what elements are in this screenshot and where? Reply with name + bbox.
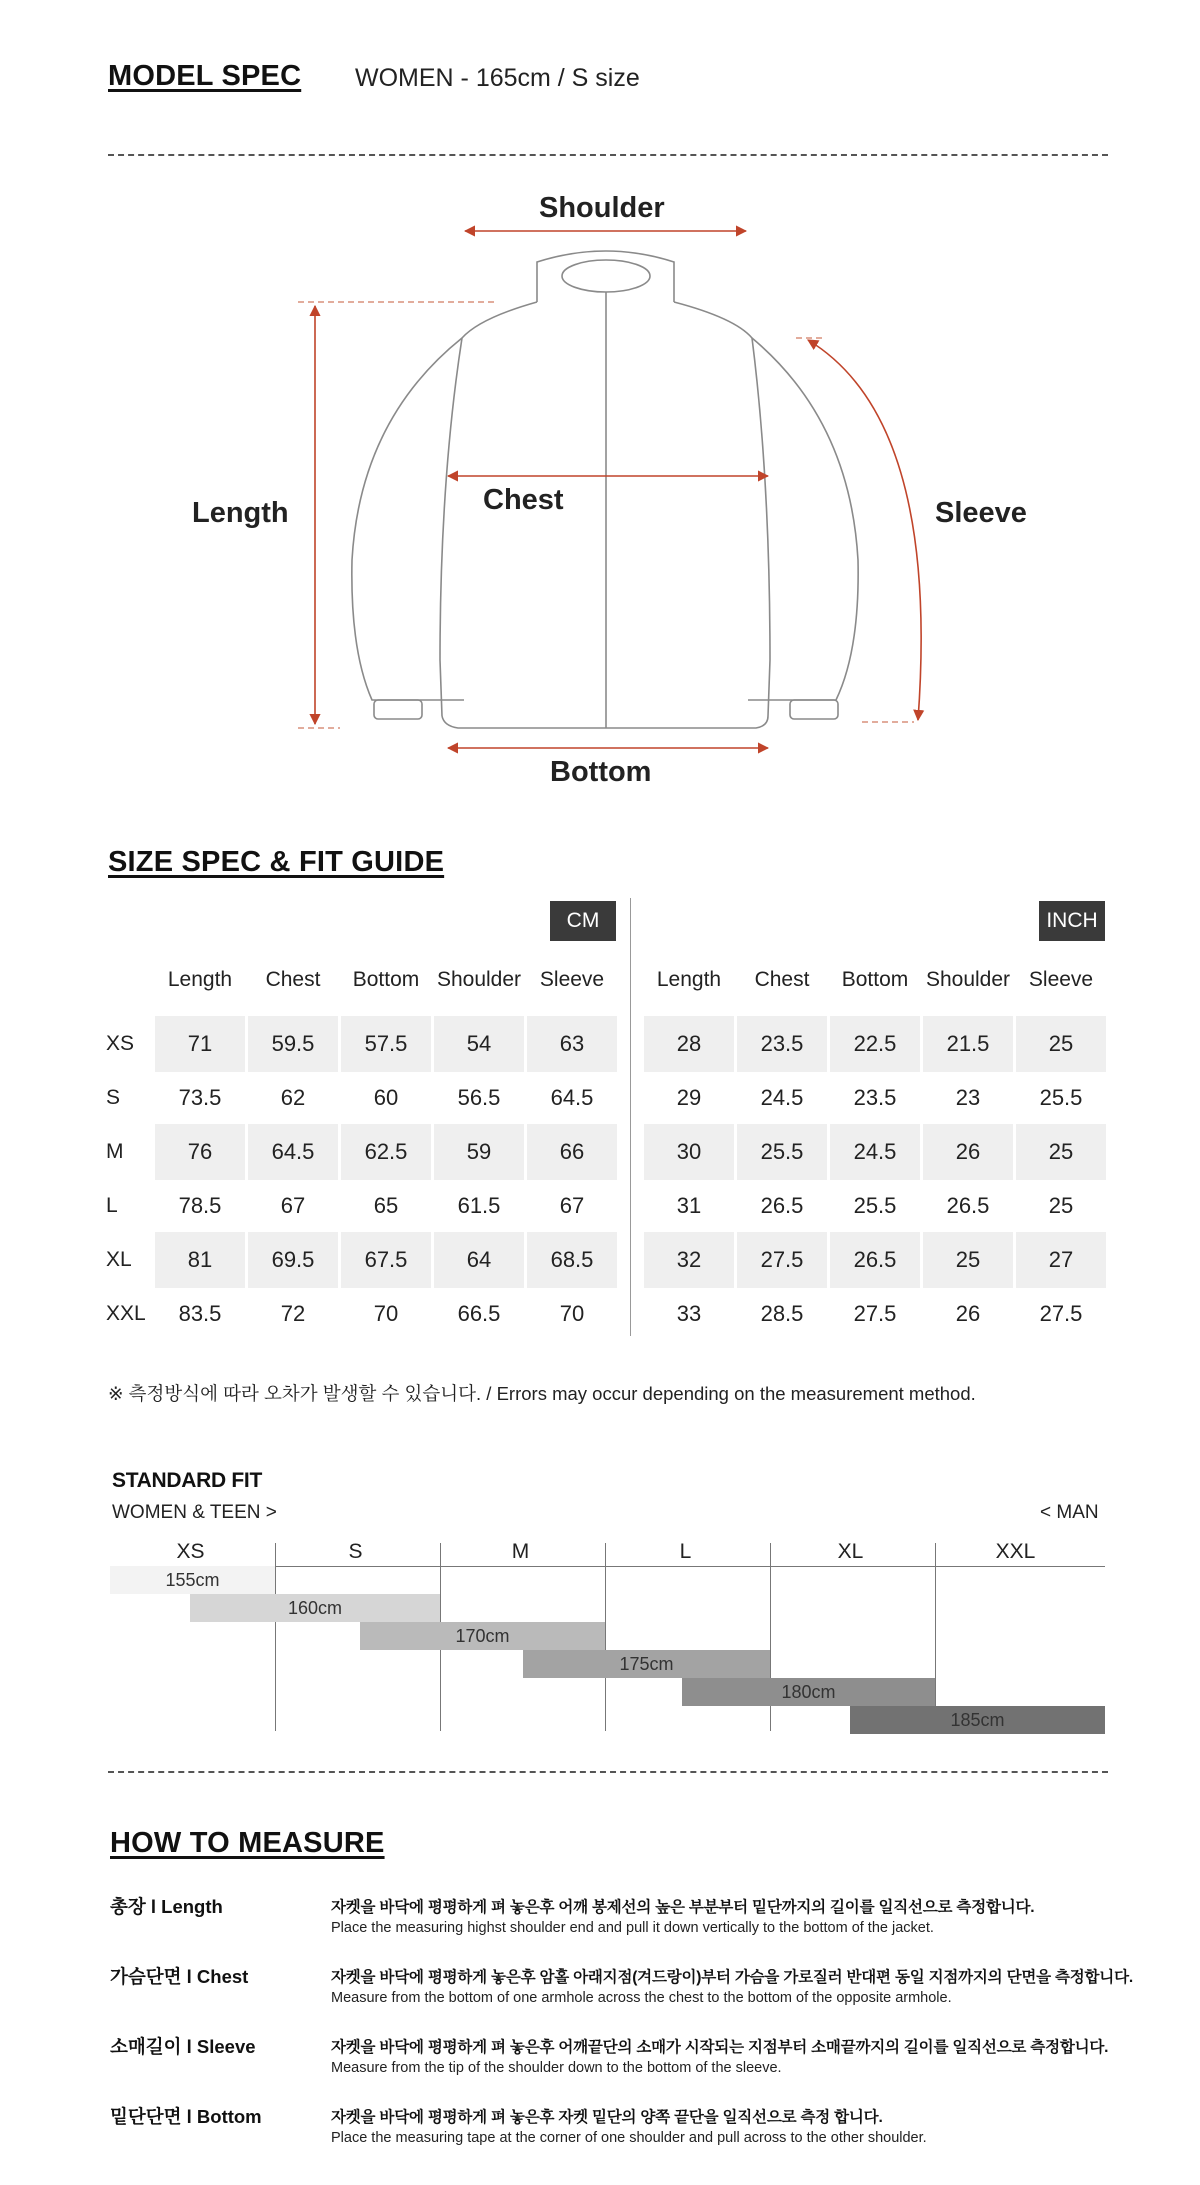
inch-cell: 28 bbox=[644, 1016, 734, 1072]
cm-cell: 73.5 bbox=[178, 1085, 222, 1110]
measure-desc-ko: 자켓을 바닥에 평평하게 펴 놓은후 자켓 밑단의 양쪽 끝단을 일직선으로 측정 합니다. bbox=[331, 2109, 883, 2126]
cm-cell: 72 bbox=[280, 1301, 306, 1326]
model-spec-title: MODEL SPEC bbox=[108, 60, 302, 92]
size-row-label-m: M bbox=[106, 1140, 124, 1163]
cm-cell: 54 bbox=[434, 1016, 524, 1072]
inch-cell: 23 bbox=[955, 1085, 981, 1110]
cm-header-length: Length bbox=[167, 968, 233, 991]
cm-header-chest: Chest bbox=[265, 968, 321, 991]
fit-grid-line bbox=[605, 1543, 606, 1731]
inch-cell: 28.5 bbox=[760, 1301, 804, 1326]
jacket-diagram bbox=[0, 0, 1200, 800]
cm-cell: 68.5 bbox=[527, 1232, 617, 1288]
inch-cell: 29 bbox=[676, 1085, 702, 1110]
inch-cell: 27.5 bbox=[1039, 1301, 1083, 1326]
diagram-label-length: Length bbox=[192, 497, 289, 529]
cm-cell: 57.5 bbox=[341, 1016, 431, 1072]
diagram-label-chest: Chest bbox=[483, 484, 564, 516]
inch-header-length: Length bbox=[656, 968, 722, 991]
fit-bar-175: 175cm bbox=[523, 1650, 770, 1678]
measure-desc-en: Measure from the bottom of one armhole across the chest to the bottom of the opposite armhole. bbox=[331, 1990, 952, 2006]
fit-size-m: M bbox=[511, 1540, 530, 1563]
cm-cell: 63 bbox=[527, 1016, 617, 1072]
fit-size-s: S bbox=[348, 1540, 363, 1563]
cm-cell: 67.5 bbox=[341, 1232, 431, 1288]
size-row-label-l: L bbox=[106, 1194, 118, 1217]
cm-header-sleeve: Sleeve bbox=[539, 968, 605, 991]
cm-cell: 76 bbox=[155, 1124, 245, 1180]
size-row-label-xxl: XXL bbox=[106, 1302, 146, 1325]
inch-cell: 33 bbox=[676, 1301, 702, 1326]
inch-cell: 30 bbox=[644, 1124, 734, 1180]
cm-cell: 70 bbox=[373, 1301, 399, 1326]
fit-bar-180: 180cm bbox=[682, 1678, 935, 1706]
diagram-label-bottom: Bottom bbox=[550, 756, 652, 788]
inch-cell: 32 bbox=[644, 1232, 734, 1288]
diagram-label-sleeve: Sleeve bbox=[935, 497, 1027, 529]
measure-desc-ko: 자켓을 바닥에 평평하게 펴 놓은후 어깨끝단의 소매가 시작되는 지점부터 소매끝까지의 길이를 일직선으로 측정합니다. bbox=[331, 2039, 1109, 2056]
measure-title-bottom: 밑단단면 l Bottom bbox=[110, 2106, 262, 2127]
inch-cell: 27 bbox=[1016, 1232, 1106, 1288]
standard-fit-title: STANDARD FIT bbox=[112, 1469, 262, 1492]
cm-cell: 64 bbox=[434, 1232, 524, 1288]
measure-desc-en: Measure from the tip of the shoulder down to the bottom of the sleeve. bbox=[331, 2060, 782, 2076]
cm-cell: 59 bbox=[434, 1124, 524, 1180]
inch-cell: 31 bbox=[676, 1193, 702, 1218]
table-divider bbox=[630, 898, 631, 1336]
cm-cell: 71 bbox=[155, 1016, 245, 1072]
cm-cell: 69.5 bbox=[248, 1232, 338, 1288]
inch-cell: 21.5 bbox=[923, 1016, 1013, 1072]
model-spec-value: WOMEN - 165cm / S size bbox=[355, 64, 640, 92]
inch-cell: 26.5 bbox=[946, 1193, 990, 1218]
fit-right-label: < MAN bbox=[1040, 1502, 1099, 1523]
inch-cell: 27.5 bbox=[853, 1301, 897, 1326]
inch-cell: 26.5 bbox=[760, 1193, 804, 1218]
fit-bar-160: 160cm bbox=[190, 1594, 440, 1622]
fit-size-xxl: XXL bbox=[995, 1540, 1036, 1563]
inch-cell: 22.5 bbox=[830, 1016, 920, 1072]
cm-cell: 70 bbox=[559, 1301, 585, 1326]
fit-bar-170: 170cm bbox=[360, 1622, 605, 1650]
fit-left-label: WOMEN & TEEN > bbox=[112, 1502, 277, 1523]
inch-header-chest: Chest bbox=[754, 968, 810, 991]
inch-cell: 23.5 bbox=[853, 1085, 897, 1110]
cm-cell: 56.5 bbox=[457, 1085, 501, 1110]
measure-title-length: 총장 l Length bbox=[110, 1896, 223, 1917]
cm-cell: 59.5 bbox=[248, 1016, 338, 1072]
inch-cell: 25.5 bbox=[737, 1124, 827, 1180]
inch-header-sleeve: Sleeve bbox=[1028, 968, 1094, 991]
inch-header-bottom: Bottom bbox=[841, 968, 909, 991]
inch-cell: 27.5 bbox=[737, 1232, 827, 1288]
size-row-label-xs: XS bbox=[106, 1032, 135, 1055]
cm-cell: 66.5 bbox=[457, 1301, 501, 1326]
inch-cell: 26 bbox=[923, 1124, 1013, 1180]
inch-cell: 25.5 bbox=[1039, 1085, 1083, 1110]
cm-cell: 60 bbox=[373, 1085, 399, 1110]
cm-cell: 64.5 bbox=[248, 1124, 338, 1180]
cm-cell: 65 bbox=[373, 1193, 399, 1218]
cm-header-shoulder: Shoulder bbox=[436, 968, 522, 991]
fit-size-xs: XS bbox=[176, 1540, 205, 1563]
fit-size-l: L bbox=[679, 1540, 692, 1563]
inch-cell: 26 bbox=[955, 1301, 981, 1326]
cm-cell: 67 bbox=[280, 1193, 306, 1218]
cm-cell: 64.5 bbox=[550, 1085, 594, 1110]
measure-title-sleeve: 소매길이 l Sleeve bbox=[110, 2036, 256, 2057]
inch-cell: 23.5 bbox=[737, 1016, 827, 1072]
measure-desc-ko: 자켓을 바닥에 평평하게 펴 놓은후 어깨 봉제선의 높은 부분부터 밑단까지의 길이를 일직선으로 측정합니다. bbox=[331, 1899, 1035, 1916]
inch-unit-badge: INCH bbox=[1039, 901, 1105, 941]
fit-bar-185: 185cm bbox=[850, 1706, 1105, 1734]
cm-cell: 83.5 bbox=[178, 1301, 222, 1326]
inch-cell: 25 bbox=[1016, 1016, 1106, 1072]
measure-desc-ko: 자켓을 바닥에 평평하게 놓은후 암홀 아래지점(겨드랑이)부터 가슴을 가로질러 반대편 동일 지점까지의 단면을 측정합니다. bbox=[331, 1969, 1133, 1986]
cm-cell: 66 bbox=[527, 1124, 617, 1180]
fit-grid-line bbox=[935, 1543, 936, 1731]
fit-grid-line bbox=[275, 1543, 276, 1731]
diagram-label-shoulder: Shoulder bbox=[539, 192, 665, 224]
inch-cell: 25.5 bbox=[853, 1193, 897, 1218]
measure-desc-en: Place the measuring tape at the corner of one shoulder and pull across to the other shoulder. bbox=[331, 2130, 927, 2146]
cm-cell: 81 bbox=[155, 1232, 245, 1288]
inch-cell: 24.5 bbox=[830, 1124, 920, 1180]
cm-cell: 67 bbox=[559, 1193, 585, 1218]
inch-cell: 25 bbox=[923, 1232, 1013, 1288]
fit-bar-155: 155cm bbox=[110, 1566, 275, 1594]
inch-cell: 25 bbox=[1016, 1124, 1106, 1180]
cm-cell: 62 bbox=[280, 1085, 306, 1110]
cm-header-bottom: Bottom bbox=[352, 968, 420, 991]
measure-desc-en: Place the measuring highst shoulder end and pull it down vertically to the bottom of the jacket. bbox=[331, 1920, 934, 1936]
inch-header-shoulder: Shoulder bbox=[925, 968, 1011, 991]
cm-unit-badge: CM bbox=[550, 901, 616, 941]
size-spec-title: SIZE SPEC & FIT GUIDE bbox=[108, 846, 445, 878]
cm-cell: 78.5 bbox=[178, 1193, 222, 1218]
cm-cell: 62.5 bbox=[341, 1124, 431, 1180]
inch-cell: 26.5 bbox=[830, 1232, 920, 1288]
inch-cell: 25 bbox=[1048, 1193, 1074, 1218]
how-to-measure-title: HOW TO MEASURE bbox=[110, 1827, 385, 1859]
measurement-note: ※ 측정방식에 따라 오차가 발생할 수 있습니다. / Errors may occur depending on the measurement method. bbox=[108, 1383, 976, 1404]
inch-cell: 24.5 bbox=[760, 1085, 804, 1110]
measure-title-chest: 가슴단면 l Chest bbox=[110, 1966, 249, 1987]
divider-bottom bbox=[108, 1771, 1108, 1773]
size-row-label-s: S bbox=[106, 1086, 121, 1109]
size-row-label-xl: XL bbox=[106, 1248, 132, 1271]
cm-cell: 61.5 bbox=[457, 1193, 501, 1218]
fit-size-xl: XL bbox=[837, 1540, 864, 1563]
